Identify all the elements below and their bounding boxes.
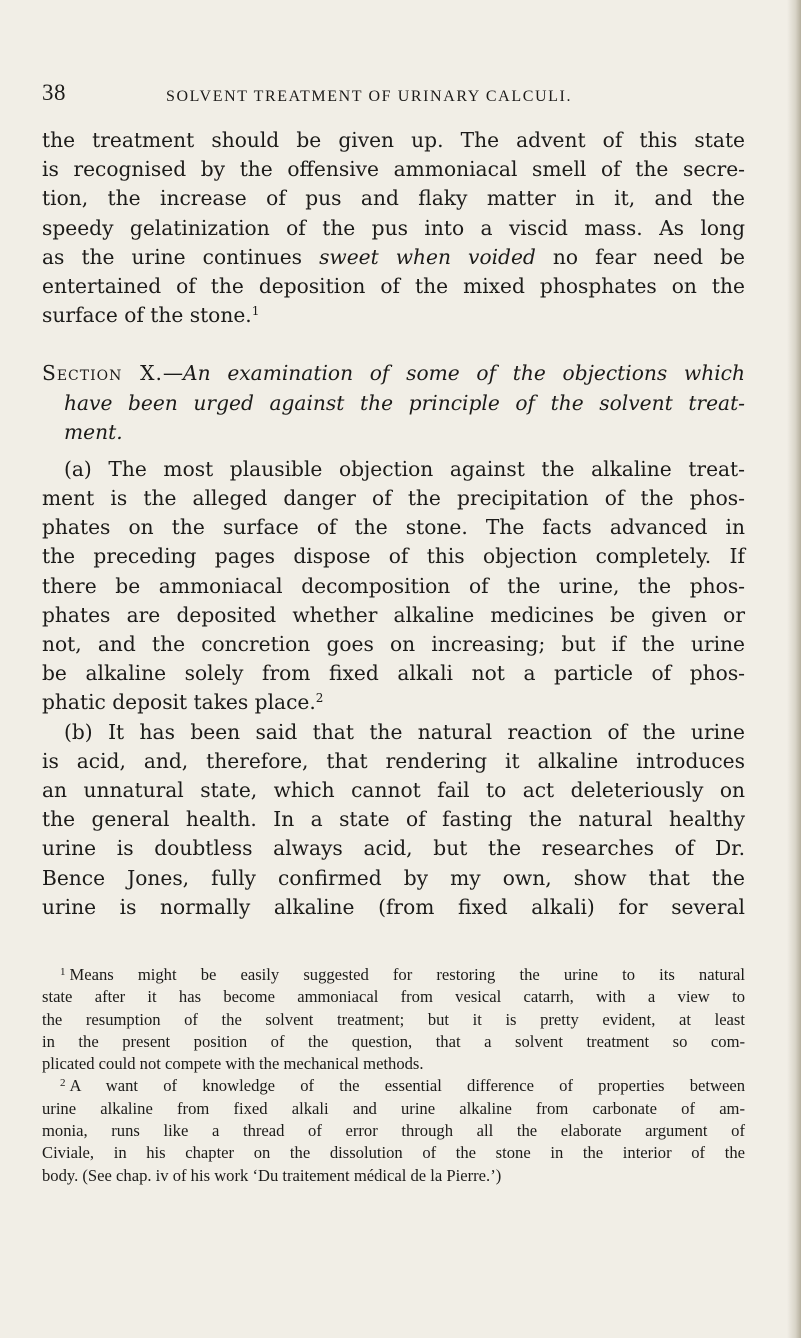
page-header: [42, 80, 742, 110]
text-line: the treatment should be given up. The advent of this state: [42, 128, 745, 152]
text-line: is acid, and, therefore, that rendering it alkaline introduces: [42, 748, 745, 773]
footnote-line: [42, 964, 745, 986]
text-line: is recognised by the offensive ammoniacal smell of the secre-: [42, 157, 745, 182]
italic-phrase: sweet when voided: [319, 244, 536, 269]
text-line: an unnatural state, which cannot fail to act deleteriously on: [42, 777, 745, 802]
paragraph-mark: (a): [64, 456, 92, 481]
text-run: A want of knowledge of the essential difference of properties between: [69, 1076, 745, 1096]
em-dash: —: [162, 361, 184, 386]
text-line: urine is normally alkaline (from fixed alkali) for several: [42, 894, 745, 919]
running-head: SOLVENT TREATMENT OF URINARY CALCULI.: [166, 88, 573, 105]
text-line: the general health. In a state of fasting the natural healthy: [42, 807, 745, 832]
section-label: Section X.: [42, 361, 163, 386]
text-line: phates on the surface of the stone. The facts advanced in: [42, 515, 745, 540]
footnote-line: body. (See chap. iv of his work ‘Du traitement médical de la Pierre.’): [42, 1165, 502, 1185]
text-line: urine is doubtless always acid, but the researches of Dr.: [42, 836, 745, 861]
section-heading-line: [42, 359, 745, 388]
text-line: [42, 688, 745, 717]
footnotes: [42, 964, 745, 1187]
section-title: have been urged against the principle of the solvent treat-: [64, 390, 745, 415]
text-run: phatic deposit takes place.: [42, 690, 316, 715]
footnote-line: urine alkaline from fixed alkali and urine alkaline from carbonate of am-: [42, 1098, 745, 1118]
text-line: tion, the increase of pus and flaky matter in it, and the: [42, 186, 745, 211]
text-line: [42, 455, 745, 484]
text-line: there be ammoniacal decomposition of the urine, the phos-: [42, 573, 745, 598]
page-edge-shadow: [787, 0, 801, 1338]
text-run: It has been said that the natural reaction of the urine: [108, 719, 745, 744]
text-run: surface of the stone.: [42, 303, 252, 328]
footnote-line: Civiale, in his chapter on the dissolution of the stone in the interior of the: [42, 1143, 745, 1163]
paragraph-mark: (b): [64, 719, 93, 744]
text-run: The most plausible objection against the alkaline treat-: [108, 456, 745, 481]
footnote-ref: 1: [251, 304, 260, 319]
text-line: [42, 243, 745, 272]
footnote-line: state after it has become ammoniacal from vesical catarrh, with a view to: [42, 987, 745, 1007]
footnote-line: plicated could not compete with the mechanical methods.: [42, 1054, 424, 1074]
text-line: speedy gelatinization of the pus into a viscid mass. As long: [42, 215, 745, 240]
body-text: [42, 126, 745, 922]
text-line: [42, 718, 745, 747]
text-line: be alkaline solely from fixed alkali not a particle of phos-: [42, 661, 745, 686]
text-line: phates are deposited whether alkaline medicines be given or: [42, 602, 745, 627]
text-line: entertained of the deposition of the mixed phosphates on the: [42, 273, 745, 298]
text-line: Bence Jones, fully confirmed by my own, show that the: [42, 865, 745, 890]
text-run: Means might be easily suggested for restoring the urine to its natural: [69, 965, 745, 984]
text-line: [42, 301, 745, 330]
page-number: 38: [42, 80, 66, 105]
section-title: An examination of some of the objections which: [183, 361, 745, 386]
text-run: as the urine continues: [42, 244, 302, 269]
footnote-mark: 1: [60, 966, 66, 978]
section-title: ment.: [64, 419, 123, 444]
text-line: ment is the alleged danger of the precipitation of the phos-: [42, 486, 745, 511]
text-line: not, and the concretion goes on increasing; but if the urine: [42, 632, 745, 656]
section-heading-line: [42, 418, 745, 447]
text-run: no fear need be: [552, 244, 745, 269]
footnote-line: [42, 1075, 745, 1097]
footnote-mark: 2: [60, 1077, 66, 1090]
footnote-line: the resumption of the solvent treatment; but it is pretty evident, at least: [42, 1009, 745, 1029]
footnote-line: in the present position of the question, that a solvent treatment so com-: [42, 1031, 745, 1051]
section-heading-line: [42, 389, 745, 418]
footnote-ref: 2: [315, 691, 324, 706]
footnote-line: monia, runs like a thread of error through all the elaborate argument of: [42, 1121, 745, 1141]
text-line: the preceding pages dispose of this objection completely. If: [42, 544, 745, 569]
